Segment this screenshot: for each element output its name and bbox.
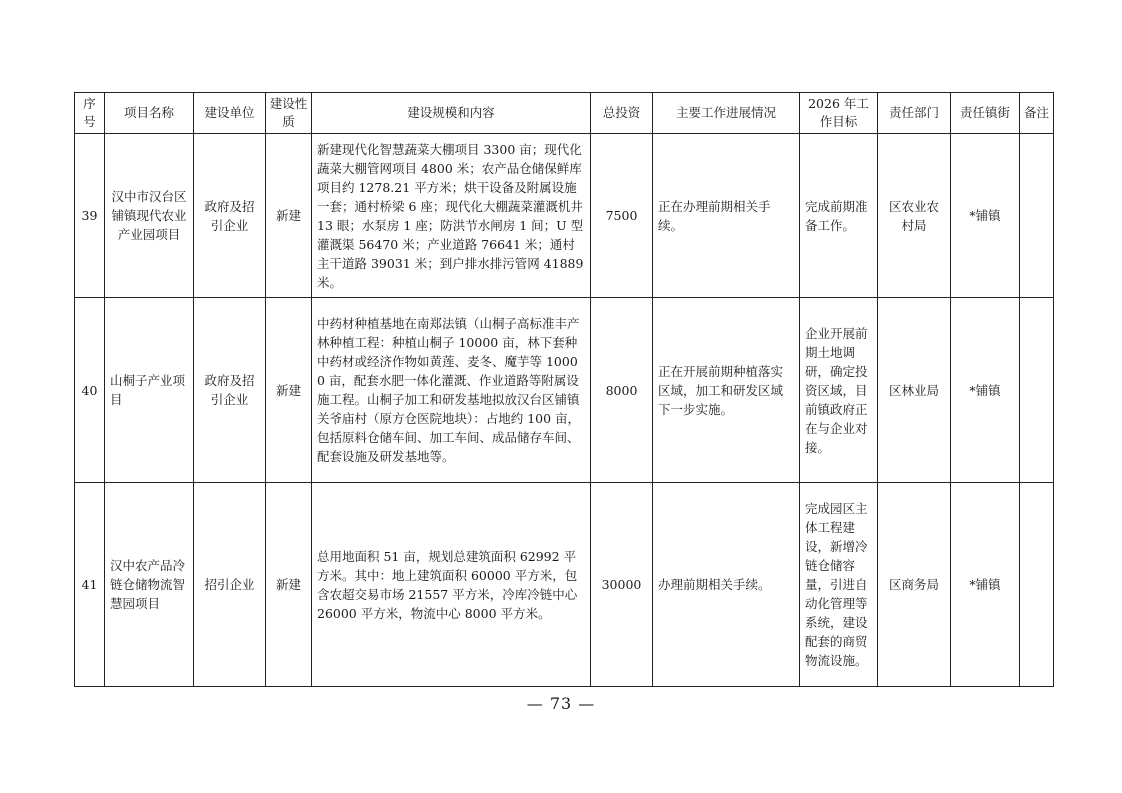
cell-responsible-town: *铺镇	[951, 298, 1020, 483]
cell-2026-goal: 完成园区主体工程建设，新增冷链仓储容量，引进自动化管理等系统，建设配套的商贸物流设施。	[800, 483, 878, 687]
cell-remarks	[1020, 298, 1054, 483]
table-row	[75, 483, 1054, 687]
header-scale-and-content: 建设规模和内容	[312, 93, 591, 134]
header-responsible-town: 责任镇街	[951, 93, 1020, 134]
table-row	[75, 298, 1054, 483]
cell-construction-unit: 政府及招引企业	[194, 298, 266, 483]
cell-construction-nature: 新建	[266, 298, 312, 483]
cell-responsible-town: *铺镇	[951, 483, 1020, 687]
cell-serial-number: 40	[75, 298, 105, 483]
header-project-name: 项目名称	[105, 93, 194, 134]
header-total-investment: 总投资	[591, 93, 653, 134]
cell-2026-goal: 完成前期准备工作。	[800, 134, 878, 298]
header-work-progress: 主要工作进展情况	[653, 93, 800, 134]
header-2026-goal: 2026 年工作目标	[800, 93, 878, 134]
cell-remarks	[1020, 134, 1054, 298]
cell-work-progress: 正在办理前期相关手续。	[653, 134, 800, 298]
cell-responsible-dept: 区农业农村局	[878, 134, 951, 298]
header-construction-unit: 建设单位	[194, 93, 266, 134]
cell-scale-and-content: 中药材种植基地在南郑法镇（山桐子高标准丰产林种植工程：种植山桐子 10000 亩，林下套种中药材或经济作物如黄莲、麦冬、魔芋等 10000 亩，配套水肥一体化灌溉、作业道路等附属设施工程。山桐子加工和研发基地拟放汉台区铺镇关爷庙村（原方仓医院地块）：占地约 100 亩，包括原料仓储车间、加工车间、成品储存车间、配套设施及研发基地等。	[312, 298, 591, 483]
header-construction-nature: 建设性质	[266, 93, 312, 134]
cell-2026-goal: 企业开展前期土地调研，确定投资区域，目前镇政府正在与企业对接。	[800, 298, 878, 483]
cell-total-investment: 30000	[591, 483, 653, 687]
cell-serial-number: 39	[75, 134, 105, 298]
cell-responsible-dept: 区商务局	[878, 483, 951, 687]
cell-work-progress: 正在开展前期种植落实区域，加工和研发区域下一步实施。	[653, 298, 800, 483]
cell-serial-number: 41	[75, 483, 105, 687]
cell-project-name: 山桐子产业项目	[105, 298, 194, 483]
header-remarks: 备注	[1020, 93, 1054, 134]
cell-project-name: 汉中市汉台区铺镇现代农业产业园项目	[105, 134, 194, 298]
cell-remarks	[1020, 483, 1054, 687]
table-row	[75, 134, 1054, 298]
cell-construction-nature: 新建	[266, 134, 312, 298]
page-number: — 73 —	[526, 694, 596, 713]
cell-responsible-town: *铺镇	[951, 134, 1020, 298]
cell-scale-and-content: 新建现代化智慧蔬菜大棚项目 3300 亩；现代化蔬菜大棚管网项目 4800 米；农产品仓储保鲜库项目约 1278.21 平方米；烘干设备及附属设施一套；通村桥梁 6 座；现代化大棚蔬菜灌溉机井 13 眼；水泵房 1 座；防洪节水闸房 1 间；U 型灌溉渠 56470 米；产业道路 76641 米；通村主干道路 39031 米；到户排水排污管网 41889 米。	[312, 134, 591, 298]
cell-work-progress: 办理前期相关手续。	[653, 483, 800, 687]
cell-construction-unit: 政府及招引企业	[194, 134, 266, 298]
cell-construction-unit: 招引企业	[194, 483, 266, 687]
header-serial-number: 序号	[75, 93, 105, 134]
project-table	[74, 92, 1054, 687]
cell-total-investment: 7500	[591, 134, 653, 298]
cell-scale-and-content: 总用地面积 51 亩，规划总建筑面积 62992 平方米。其中：地上建筑面积 60000 平方米，包含农超交易市场 21557 平方米，冷库冷链中心 26000 平方米，物流中心 8000 平方米。	[312, 483, 591, 687]
cell-total-investment: 8000	[591, 298, 653, 483]
table-header-row	[75, 93, 1054, 134]
header-responsible-dept: 责任部门	[878, 93, 951, 134]
cell-construction-nature: 新建	[266, 483, 312, 687]
cell-project-name: 汉中农产品冷链仓储物流智慧园项目	[105, 483, 194, 687]
cell-responsible-dept: 区林业局	[878, 298, 951, 483]
